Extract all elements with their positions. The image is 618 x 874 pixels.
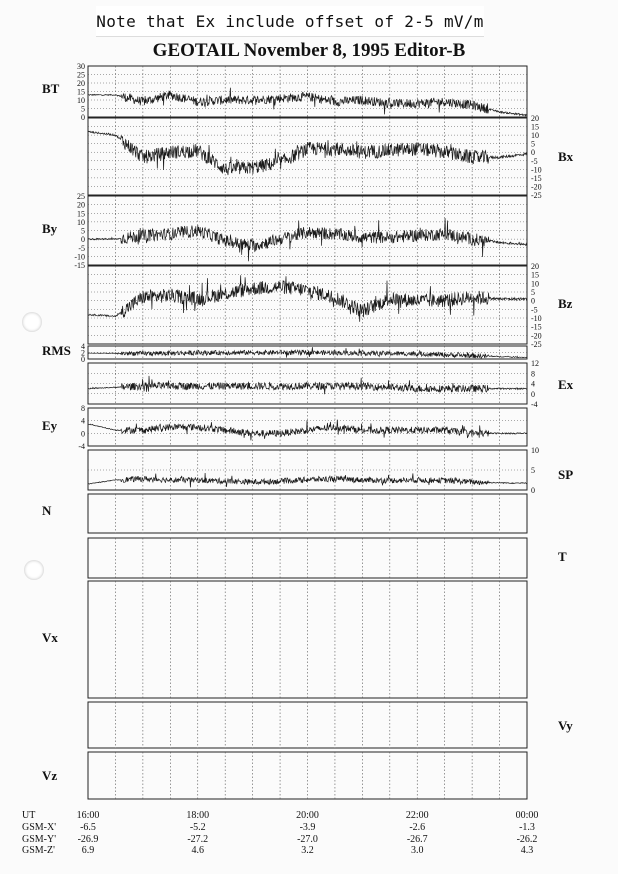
tick-label: -10 xyxy=(531,165,542,175)
tick-label: 15 xyxy=(77,209,85,219)
footer-row-label: GSM-Y' xyxy=(22,834,57,845)
tick-label: -5 xyxy=(531,305,538,315)
tick-label: 5 xyxy=(81,104,85,114)
footer-value: -2.6 xyxy=(409,822,426,833)
panel-by xyxy=(42,192,527,270)
tick-label: 15 xyxy=(77,87,85,97)
footer-value: 4.6 xyxy=(191,845,204,856)
tick-label: 0 xyxy=(81,429,85,439)
x-tick-label: 22:00 xyxy=(405,810,429,821)
panel-label-vy: Vy xyxy=(558,718,573,733)
panel-frame xyxy=(88,494,527,533)
tick-label: 30 xyxy=(77,62,85,71)
panel-vy xyxy=(88,702,573,748)
tick-label: -15 xyxy=(531,173,542,183)
footer-value: -27.0 xyxy=(297,834,318,845)
tick-label: 8 xyxy=(531,369,535,379)
tick-label: -4 xyxy=(531,400,538,409)
tick-label: 5 xyxy=(531,139,535,149)
x-tick-label: 20:00 xyxy=(296,810,319,821)
panel-label-sp: SP xyxy=(558,467,574,482)
tick-label: 0 xyxy=(531,486,535,495)
tick-label: -20 xyxy=(531,331,542,341)
x-tick-label: 00:00 xyxy=(515,810,539,821)
footer-value: -26.7 xyxy=(406,834,428,845)
footer-value: -26.2 xyxy=(516,834,538,845)
panel-bt xyxy=(42,62,527,122)
tick-label: 0 xyxy=(81,235,85,245)
tick-label: 4 xyxy=(531,379,535,389)
panel-label-vz: Vz xyxy=(42,768,58,783)
tick-label: 12 xyxy=(531,359,539,368)
tick-label: 20 xyxy=(77,200,85,210)
tick-label: 4 xyxy=(81,342,85,351)
chart-title: GEOTAIL November 8, 1995 Editor-B xyxy=(152,40,466,61)
panel-ex xyxy=(88,359,574,409)
tick-label: 25 xyxy=(77,70,85,80)
tick-label: 8 xyxy=(81,404,85,413)
footer-value: -6.5 xyxy=(80,822,96,833)
tick-label: 10 xyxy=(531,446,539,455)
panel-label-bx: Bx xyxy=(558,149,574,164)
x-tick-label: 16:00 xyxy=(76,810,100,821)
tick-label: 10 xyxy=(77,217,85,227)
footer-value: -5.2 xyxy=(189,822,206,833)
tick-label: -15 xyxy=(531,322,542,332)
tick-label: 5 xyxy=(81,226,85,236)
tick-label: 0 xyxy=(81,355,85,364)
panel-n xyxy=(42,494,527,533)
footer-value: -1.3 xyxy=(519,822,535,833)
panel-label-ex: Ex xyxy=(558,377,574,392)
tick-label: 4 xyxy=(81,416,85,426)
tick-label: -5 xyxy=(78,243,85,253)
tick-label: 0 xyxy=(81,113,85,122)
tick-label: -10 xyxy=(74,252,85,262)
panel-bz xyxy=(88,262,573,349)
panel-frame xyxy=(88,538,527,578)
footer-row-label: GSM-X' xyxy=(22,822,57,833)
panel-label-ey: Ey xyxy=(42,418,58,433)
footer-value: 6.9 xyxy=(81,845,95,856)
panel-label-bt: BT xyxy=(42,81,60,96)
panel-ey xyxy=(42,404,527,451)
tick-label: 10 xyxy=(77,96,85,105)
footer-value: -3.9 xyxy=(299,822,316,833)
footer-value: 4.3 xyxy=(520,845,534,856)
tick-label: 10 xyxy=(531,131,539,141)
panel-label-vx: Vx xyxy=(42,630,58,645)
tick-label: -20 xyxy=(531,182,542,192)
panel-label-n: N xyxy=(42,503,52,518)
tick-label: 20 xyxy=(77,79,85,88)
footer-row-label: GSM-Z' xyxy=(22,845,55,856)
panel-sp xyxy=(88,446,573,495)
footer-value: -26.9 xyxy=(77,834,99,845)
tick-label: 2 xyxy=(81,348,85,358)
tick-label: -4 xyxy=(78,442,85,451)
tick-label: 15 xyxy=(531,122,539,132)
ephemeris-footer xyxy=(22,810,538,856)
tick-label: 0 xyxy=(531,296,535,306)
tick-label: -15 xyxy=(74,261,85,270)
tick-label: 0 xyxy=(531,389,535,399)
tick-label: 5 xyxy=(531,288,535,297)
tick-label: 5 xyxy=(531,466,535,475)
tick-label: 25 xyxy=(77,192,85,201)
panel-rms xyxy=(42,342,527,364)
tick-label: -25 xyxy=(531,340,542,349)
panel-t xyxy=(88,538,567,578)
panel-label-t: T xyxy=(558,549,567,564)
panel-vz xyxy=(42,752,527,799)
footer-row-label: UT xyxy=(22,810,36,821)
panel-label-by: By xyxy=(42,221,58,236)
footer-value: -27.2 xyxy=(187,834,209,845)
tick-label: 10 xyxy=(531,279,539,289)
tick-label: -10 xyxy=(531,314,542,323)
tick-label: 0 xyxy=(531,148,535,158)
panel-bx xyxy=(88,114,574,200)
x-tick-label: 18:00 xyxy=(186,810,210,821)
panel-label-rms: RMS xyxy=(42,343,71,358)
tick-label: -25 xyxy=(531,191,542,200)
panel-label-bz: Bz xyxy=(558,296,573,311)
footer-value: 3.0 xyxy=(411,845,424,856)
tick-label: -5 xyxy=(531,156,538,166)
offset-note: Note that Ex include offset of 2-5 mV/m xyxy=(96,6,484,37)
tick-label: 15 xyxy=(531,270,539,280)
tick-label: 20 xyxy=(531,262,539,271)
tick-label: 20 xyxy=(531,114,539,123)
footer-value: 3.2 xyxy=(301,845,314,856)
panel-vx xyxy=(42,581,527,698)
